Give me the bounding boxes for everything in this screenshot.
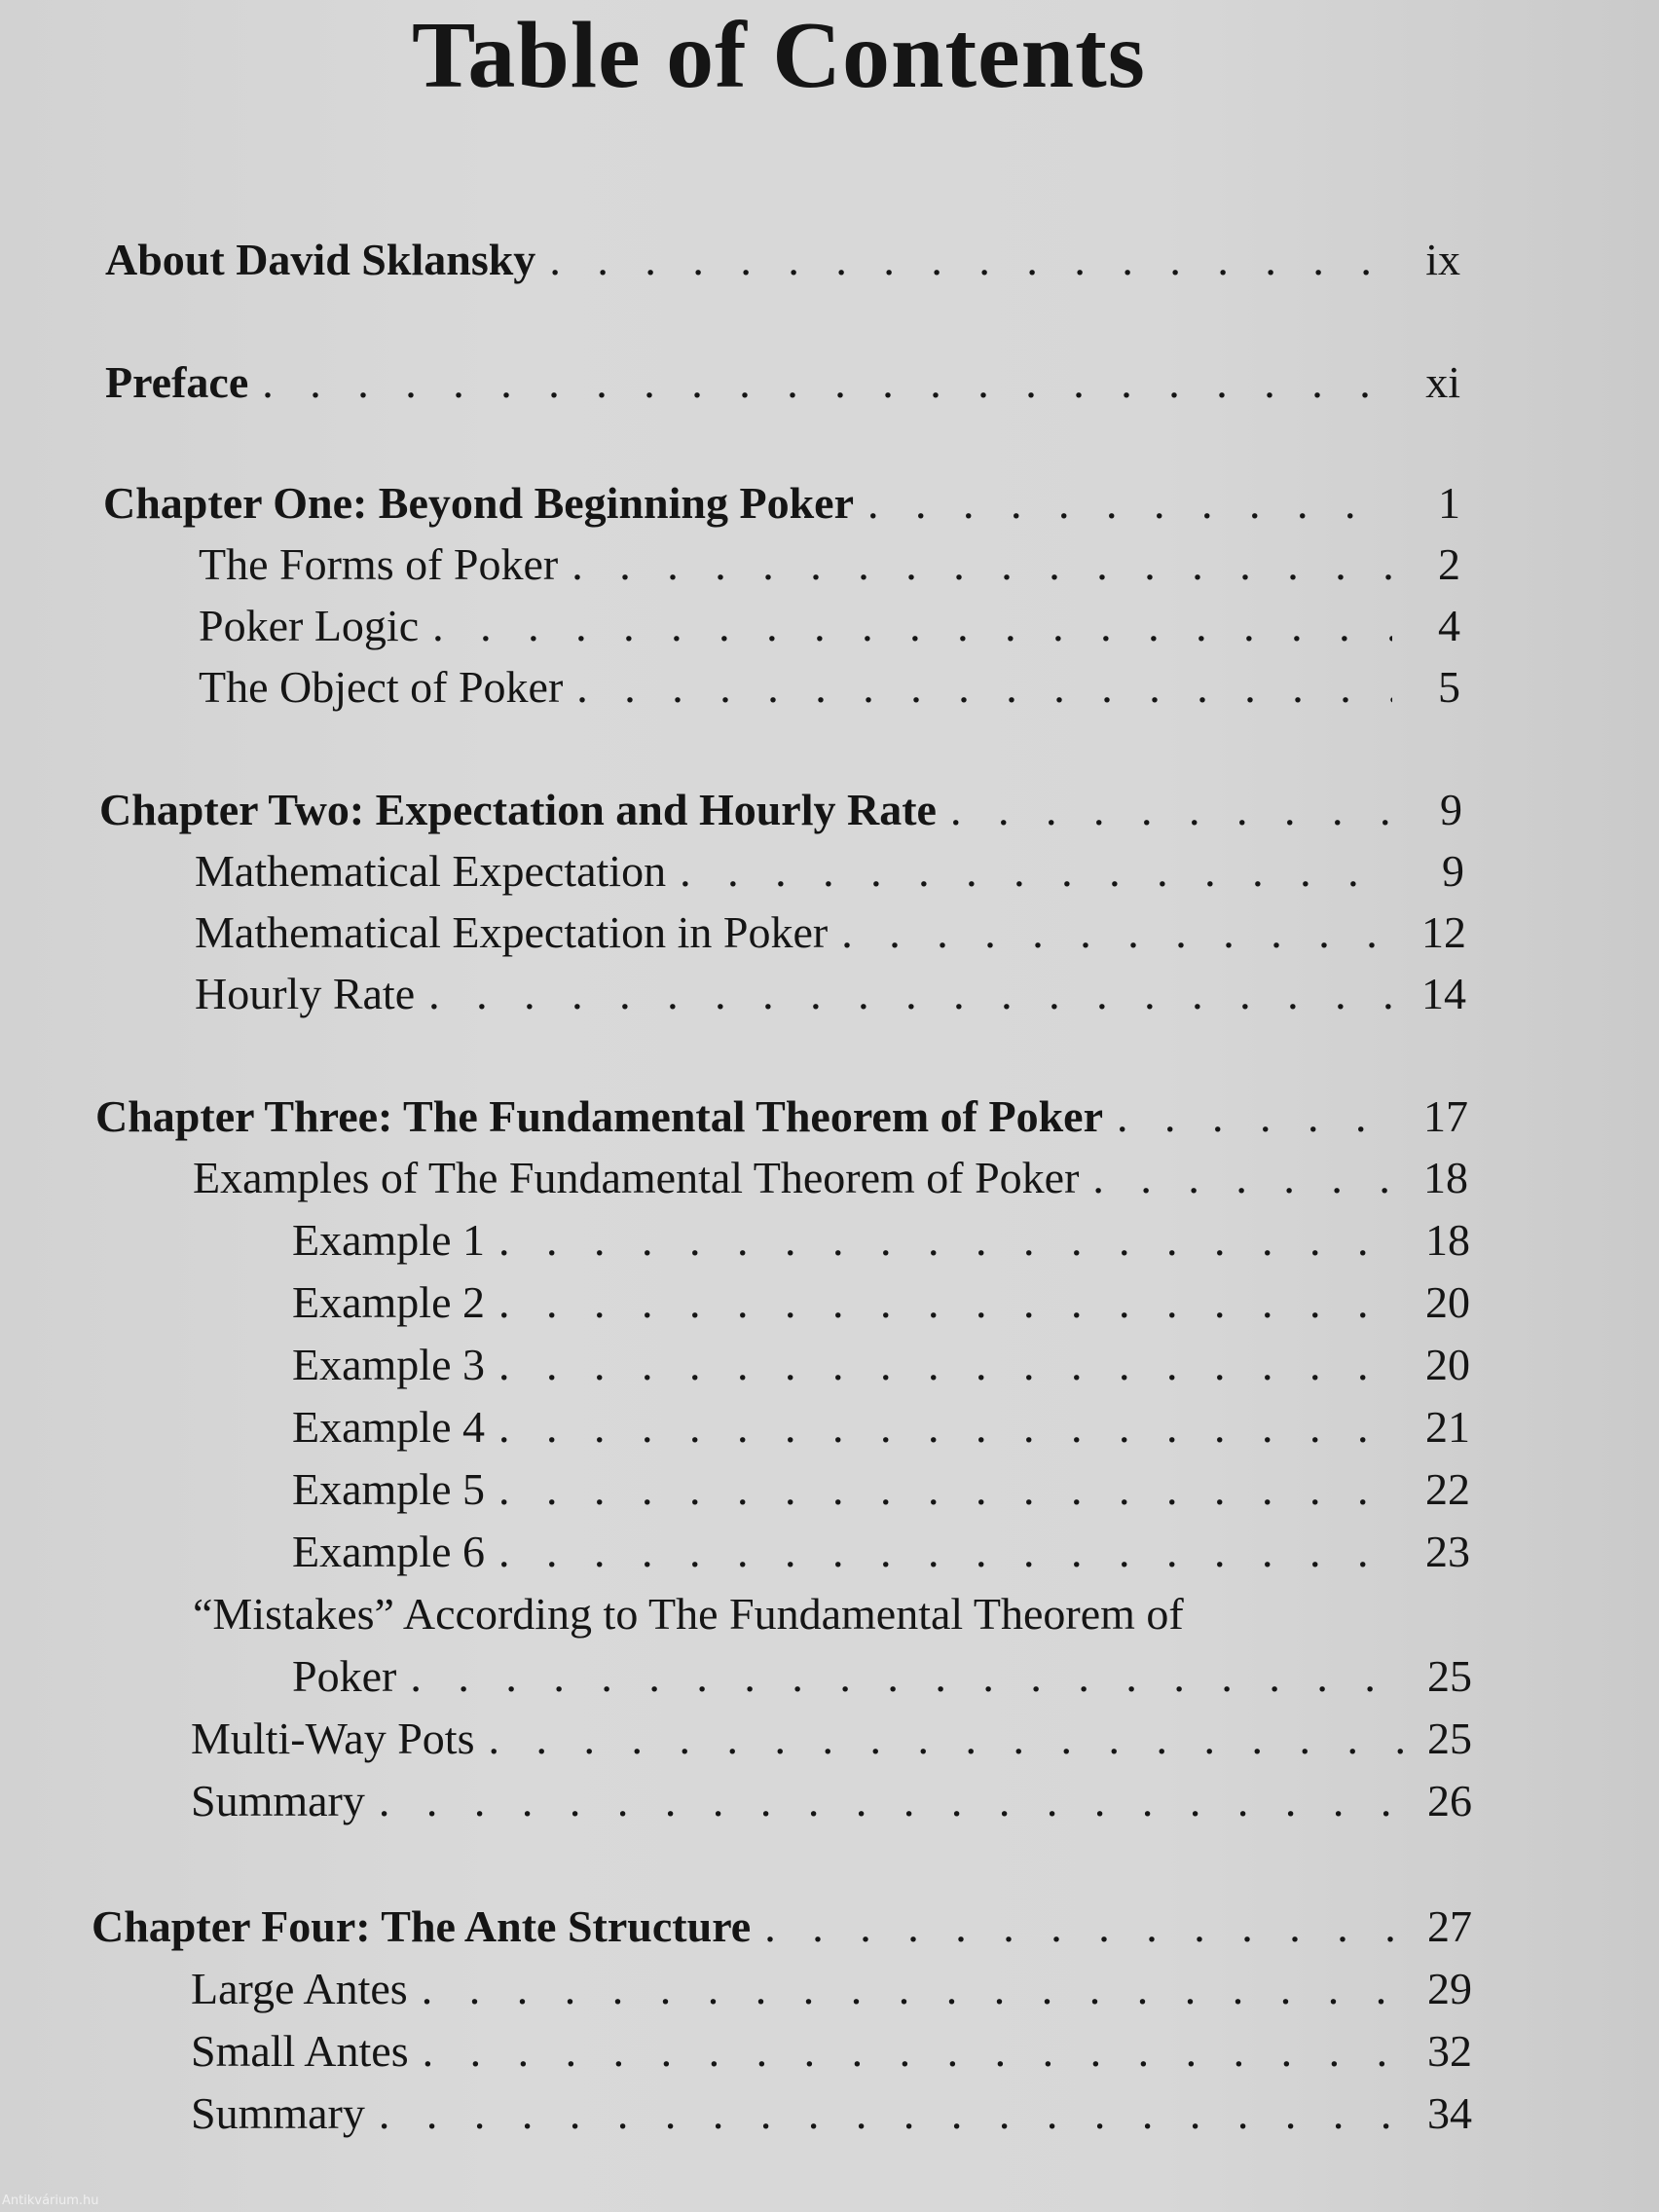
dot-leader	[549, 234, 1392, 285]
toc-entry-label: Large Antes	[191, 1964, 408, 2013]
toc-entry-page: 4	[1438, 601, 1460, 650]
toc-entry-page: 21	[1425, 1402, 1470, 1452]
dot-leader	[841, 906, 1398, 958]
toc-entry-label: Example 3	[292, 1340, 485, 1389]
toc-entry-label: Poker Logic	[199, 601, 420, 650]
toc-entry-label: Chapter One: Beyond Beginning Poker	[103, 478, 854, 528]
toc-entry-page: 14	[1421, 969, 1466, 1018]
toc-entry-label: Multi-Way Pots	[191, 1714, 475, 1763]
toc-entry-label: Examples of The Fundamental Theorem of Poker	[193, 1153, 1080, 1202]
toc-entry-page: 12	[1421, 907, 1466, 957]
dot-leader	[432, 600, 1392, 651]
toc-entry-section	[199, 661, 1460, 716]
toc-entry-label: Example 5	[292, 1464, 485, 1514]
toc-entry-label: Summary	[191, 2088, 365, 2138]
page-title: Table of Contents	[412, 3, 1146, 108]
toc-entry-section	[195, 906, 1466, 961]
toc-entry-section	[195, 968, 1466, 1022]
toc-entry-label-line1: “Mistakes” According to The Fundamental Theorem of	[193, 1589, 1184, 1639]
dot-leader	[498, 1401, 1402, 1453]
toc-entry-label: The Object of Poker	[199, 662, 564, 712]
toc-entry-page: 18	[1425, 1215, 1470, 1265]
toc-entry-label: Example 6	[292, 1527, 485, 1576]
toc-entry-page: 29	[1427, 1964, 1472, 2013]
dot-leader	[764, 1900, 1404, 1952]
toc-entry-section	[191, 1713, 1472, 1767]
toc-entry-page: 27	[1427, 1901, 1472, 1951]
toc-entry-label: Chapter Three: The Fundamental Theorem of Poker	[95, 1091, 1103, 1141]
toc-entry-label: Example 4	[292, 1402, 485, 1452]
toc-entry-subsection	[292, 1339, 1470, 1393]
dot-leader	[1092, 1152, 1400, 1203]
toc-entry-chapter-three	[95, 1090, 1468, 1145]
toc-entry-page: 5	[1438, 662, 1460, 712]
dot-leader	[428, 968, 1398, 1019]
dot-leader	[379, 2087, 1404, 2139]
dot-leader	[488, 1713, 1404, 1764]
toc-entry-page: 18	[1423, 1153, 1468, 1202]
toc-entry-label: Preface	[105, 357, 249, 407]
toc-entry-page: 9	[1442, 846, 1464, 896]
dot-leader	[379, 1775, 1404, 1826]
toc-entry-section	[195, 845, 1464, 900]
toc-entry-label: The Forms of Poker	[199, 539, 559, 589]
toc-entry-page: 26	[1427, 1776, 1472, 1825]
toc-entry-label: Summary	[191, 1776, 365, 1825]
toc-entry-page: 25	[1427, 1651, 1472, 1701]
toc-entry-subsection	[292, 1463, 1470, 1518]
toc-entry-subsection	[292, 1214, 1470, 1269]
toc-entry-label: About David Sklansky	[105, 235, 536, 284]
dot-leader	[576, 661, 1392, 713]
toc-entry-subsection	[292, 1276, 1470, 1331]
toc-entry-label: Chapter Two: Expectation and Hourly Rate	[99, 785, 937, 834]
toc-entry-section	[199, 538, 1460, 593]
toc-entry-section	[191, 1963, 1472, 2017]
toc-entry-page: 9	[1440, 785, 1462, 834]
toc-entry-page: 20	[1425, 1277, 1470, 1327]
toc-entry-label: Mathematical Expectation	[195, 846, 667, 896]
toc-entry-subsection	[292, 1526, 1470, 1580]
toc-entry-page: ix	[1425, 235, 1460, 284]
toc-entry-chapter-two	[99, 784, 1462, 838]
dot-leader	[867, 477, 1392, 529]
toc-entry-section-continued	[292, 1650, 1472, 1705]
dot-leader	[262, 356, 1392, 408]
dot-leader	[680, 845, 1396, 897]
dot-leader	[498, 1463, 1402, 1515]
dot-leader	[498, 1214, 1402, 1266]
toc-entry-page: 1	[1438, 478, 1460, 528]
dot-leader	[422, 1963, 1404, 2014]
dot-leader	[410, 1650, 1404, 1702]
toc-entry-label: Mathematical Expectation in Poker	[195, 907, 829, 957]
toc-entry-page: xi	[1425, 357, 1460, 407]
toc-entry-page: 20	[1425, 1340, 1470, 1389]
toc-entry-label: Poker	[292, 1651, 397, 1701]
toc-entry-preface	[105, 356, 1460, 411]
toc-entry-page: 32	[1427, 2026, 1472, 2076]
toc-entry-page: 2	[1438, 539, 1460, 589]
toc-entry-label: Example 1	[292, 1215, 485, 1265]
toc-entry-page: 17	[1423, 1091, 1468, 1141]
toc-entry-label: Example 2	[292, 1277, 485, 1327]
toc-entry-section	[199, 600, 1460, 654]
dot-leader	[950, 784, 1394, 835]
toc-entry-section	[191, 1775, 1472, 1829]
toc-entry-label: Chapter Four: The Ante Structure	[92, 1901, 752, 1951]
watermark: Antikvárium.hu	[2, 2194, 99, 2208]
toc-entry-about	[105, 234, 1460, 288]
toc-entry-section	[193, 1152, 1468, 1206]
dot-leader	[571, 538, 1392, 590]
toc-entry-subsection	[292, 1401, 1470, 1456]
dot-leader	[498, 1339, 1402, 1390]
toc-entry-page: 25	[1427, 1714, 1472, 1763]
toc-entry-page: 34	[1427, 2088, 1472, 2138]
toc-entry-page: 23	[1425, 1527, 1470, 1576]
toc-entry-label: Small Antes	[191, 2026, 409, 2076]
toc-entry-chapter-one	[103, 477, 1460, 532]
dot-leader	[423, 2025, 1404, 2077]
dot-leader	[498, 1526, 1402, 1577]
dot-leader	[1117, 1090, 1400, 1142]
dot-leader	[498, 1276, 1402, 1328]
toc-entry-section	[191, 2087, 1472, 2142]
toc-entry-label: Hourly Rate	[195, 969, 416, 1018]
toc-entry-page: 22	[1425, 1464, 1470, 1514]
toc-entry-section	[191, 2025, 1472, 2080]
toc-entry-chapter-four	[92, 1900, 1472, 1955]
